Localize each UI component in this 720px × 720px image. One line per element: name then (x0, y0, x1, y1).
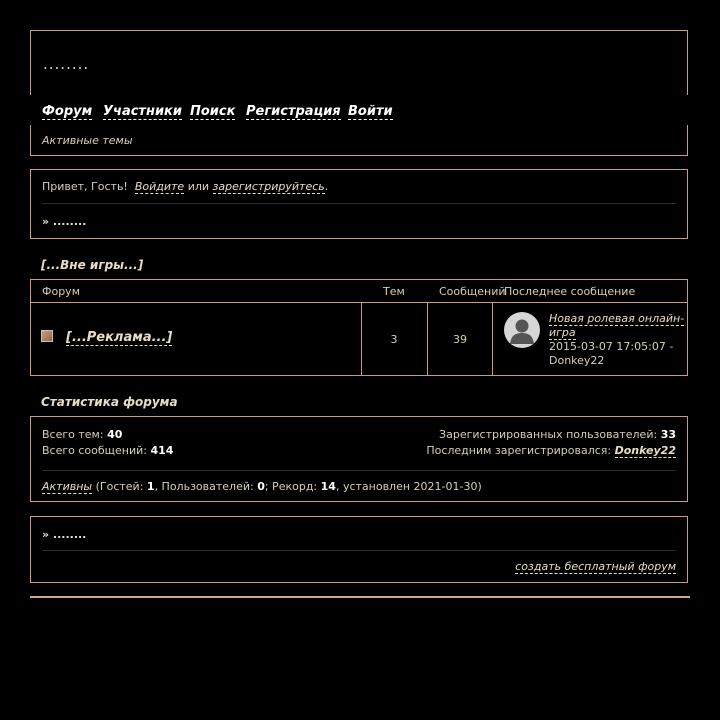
register-link[interactable]: зарегистрируйтесь (212, 180, 325, 193)
table-row (66, 330, 172, 345)
users-label: , Пользователей: (154, 480, 254, 493)
create-forum-link[interactable]: создать бесплатный форум (515, 560, 676, 573)
greeting-label: Привет, Гость! (42, 180, 128, 193)
record-date: , установлен 2021-01-30) (335, 480, 482, 493)
stats-title: Статистика форума (41, 395, 178, 409)
footer-box (30, 516, 688, 583)
record-label: ; Рекорд: (264, 480, 318, 493)
total-topics-value: 40 (107, 428, 123, 441)
last-registered-user-link[interactable]: Donkey22 (614, 444, 676, 457)
period: . (324, 180, 329, 193)
nav-search-link[interactable]: Поиск (190, 104, 236, 119)
online-link[interactable]: Активны (42, 480, 93, 493)
last-post-info (549, 312, 685, 368)
guests-label: (Гостей: (95, 480, 144, 493)
greeting-text (42, 180, 328, 193)
registered-users (439, 428, 676, 441)
forum-statistics (30, 416, 688, 502)
last-post-link[interactable]: Новая ролевая онлайн-игра (549, 312, 685, 339)
nav-members-link[interactable]: Участники (103, 104, 182, 119)
online-users (42, 480, 482, 493)
column-divider (361, 303, 362, 375)
forum-logo: ........ (43, 55, 90, 73)
breadcrumb[interactable]: » ........ (42, 215, 87, 228)
total-posts (42, 444, 173, 457)
record-value: 14 (320, 480, 336, 493)
last-registered-label: Последним зарегистрировался: (426, 444, 612, 457)
column-last-post: Последнее сообщение (504, 285, 636, 298)
header-divider (31, 302, 687, 303)
category-title[interactable]: [...Вне игры...] (41, 258, 144, 272)
divider (42, 203, 677, 204)
nav-login-link[interactable]: Войти (348, 104, 393, 119)
users-value: 0 (257, 480, 265, 493)
total-posts-value: 414 (150, 444, 174, 457)
user-avatar-icon[interactable] (504, 312, 540, 348)
column-divider (427, 303, 428, 375)
total-topics (42, 428, 122, 441)
divider (42, 550, 677, 551)
login-link[interactable]: Войдите (134, 180, 185, 193)
forum-status-icon (41, 330, 53, 342)
total-posts-label: Всего сообщений: (42, 444, 147, 457)
column-posts: Сообщений (439, 285, 506, 298)
posts-count: 39 (453, 333, 467, 346)
main-navigation (30, 95, 690, 125)
active-topics-link[interactable]: Активные темы (42, 134, 133, 147)
forum-header (30, 30, 688, 156)
or-text: или (187, 180, 210, 193)
registered-value: 33 (660, 428, 676, 441)
column-forum: Форум (42, 285, 80, 298)
forum-link[interactable]: [...Реклама...] (66, 330, 173, 345)
topics-count: 3 (390, 333, 398, 346)
create-forum-container (515, 560, 676, 573)
bottom-divider (30, 596, 690, 598)
nav-register-link[interactable]: Регистрация (246, 104, 341, 119)
last-post-author: Donkey22 (549, 354, 605, 367)
registered-label: Зарегистрированных пользователей: (439, 428, 658, 441)
last-post-date: 2015-03-07 17:05:07 - (549, 340, 674, 353)
total-topics-label: Всего тем: (42, 428, 104, 441)
footer-breadcrumb[interactable]: » ........ (42, 528, 87, 541)
divider (42, 470, 677, 471)
column-topics: Тем (383, 285, 405, 298)
nav-forum-link[interactable]: Форум (42, 104, 93, 119)
column-divider (492, 303, 493, 375)
guests-value: 1 (146, 480, 155, 493)
last-registered (426, 444, 676, 457)
forum-table (30, 279, 688, 376)
welcome-box (30, 169, 688, 239)
